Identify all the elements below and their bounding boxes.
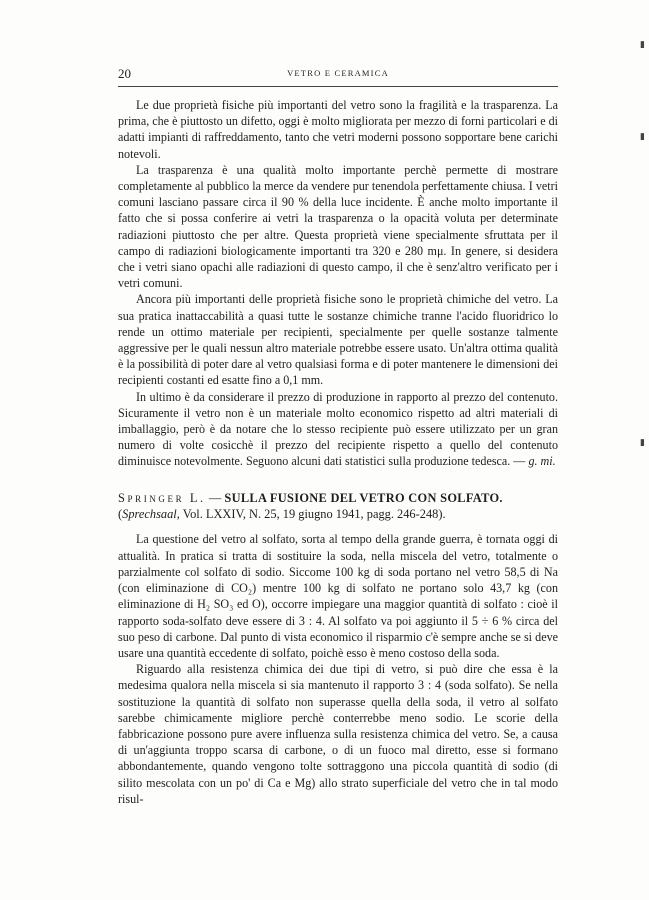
running-title: VETRO E CERAMICA [287, 68, 389, 78]
margin-mark: ▮ [640, 438, 645, 448]
margin-mark: ▮ [640, 132, 645, 142]
paragraph-text: In ultimo è da considerare il prezzo di produzione in rapporto al prezzo del contenuto. Sicuramente il vetro non è un materiale molto economico rispetto ad altri materiali di imballaggio, però è da notare che lo stesso recipiente può essere utilizzato per un gran numero di volte cosicchè il prezzo del recipiente rispetto a quello del contenuto diminuisce notevolmente. Seguono alcuni dati statistici sulla produzione tedesca. — [118, 389, 558, 469]
entry-citation: (Sprechsaal, Vol. LXXIV, N. 25, 19 giugno 1941, pagg. 246-248). [118, 507, 446, 522]
author-signature: g. mi. [528, 454, 556, 469]
paragraph: Le due proprietà fisiche più importanti del vetro sono la fragilità e la trasparenza. La prima, che è piuttosto un difetto, oggi è molto migliorata per mezzo di forni particolari e di adatti impianti di raffreddamento, tanto che vetri moderni possono sopportare bene carichi notevoli. [118, 98, 558, 161]
journal-name: Sprechsaal [122, 507, 177, 522]
paragraph: Ancora più importanti delle proprietà fisiche sono le proprietà chimiche del vetro. La sua pratica inattaccabilità a quasi tutte le sostanze chimiche tranne l'acido fluoridrico lo rende un ottimo materiale per recipienti, specialmente per quelle sostanze talmente aggressive per le quali nessun altro materiale potrebbe essere usato. Un'altra ottima qualità è la possibilità di poter dare al vetro qualsiasi forma e di poter mantenere le dimensioni dei recipienti costanti ed esatte fino a 0,1 mm. [118, 292, 558, 388]
page-header [118, 66, 558, 84]
entry-heading [118, 490, 558, 523]
margin-mark: ▮ [640, 40, 645, 50]
entry-dash: — [208, 490, 222, 505]
citation-details: , Vol. LXXIV, N. 25, 19 giugno 1941, pagg. 246-248). [176, 507, 446, 522]
header-rule [118, 86, 558, 87]
page-number: 20 [118, 66, 131, 81]
paragraph: La questione del vetro al solfato, sorta al tempo della grande guerra, è tornata oggi di attualità. In pratica si tratta di sostituire la soda, nella miscela del vetro, totalmente o parzialmente col solfato di sodio. Siccome 100 kg di soda portano nel vetro 58,5 di Na (con eliminazione di CO₂) mentre 100 kg di solfato ne portano solo 43,7 kg (con eliminazione di H₂ SO₃ ed O), occorre impiegare una maggior quantità di solfato : cioè il rapporto soda-solfato deve essere di 3 : 4. Al solfato va poi aggiunto il 5 ÷ 6 % circa del suo peso di carbone. Dal punto di vista economico il risparmio c'è sempre anche se si deve usare una quantità eccedente di solfato, poichè esso è meno costoso della soda. [118, 532, 558, 660]
paragraph: La trasparenza è una qualità molto importante perchè permette di mostrare completamente al pubblico la merce da vendere pur tenendola perfettamente chiusa. I vetri comuni lasciano passare circa il 90 % della luce incidente. È anche molto importante il fatto che si possa conferire ai vetri la trasparenza o la opacità voluta per determinate radiazioni piuttosto che per altre. Questa proprietà viene specialmente sfruttata per il campo di radiazioni biologicamente importanti tra 320 e 280 mμ. In genere, si desidera che i vetri siano opachi alle radiazioni di questo campo, il che è senz'altro verificato per i vetri comuni. [118, 162, 558, 291]
paragraph-with-signature [118, 389, 558, 470]
article-body [118, 97, 558, 807]
entry-author: Springer L. [118, 490, 206, 505]
paragraph: Riguardo alla resistenza chimica dei due tipi di vetro, si può dire che essa è la medesima qualora nella miscela si sia mantenuto il rapporto 3 : 4 (soda solfato). Se nella sostituzione la quantità di solfato non superasse quella della soda, il vetro al solfato sarebbe chimicamente migliore perchè conterrebbe meno sodio. Le scorie della fabbricazione possono pure avere influenza sulla resistenza chimica del vetro. Se, a causa di un'aggiunta troppo scarsa di carbone, o di un fuoco mal diretto, esse si formano abbondantemente, quando vengono tolte sottraggono una piccola quantità di sodio (di silito mescolata con un po' di Ca e Mg) allo strato superficiale del vetro che in tal modo risul- [118, 662, 558, 806]
entry-title: SULLA FUSIONE DEL VETRO CON SOLFATO. [224, 490, 503, 505]
